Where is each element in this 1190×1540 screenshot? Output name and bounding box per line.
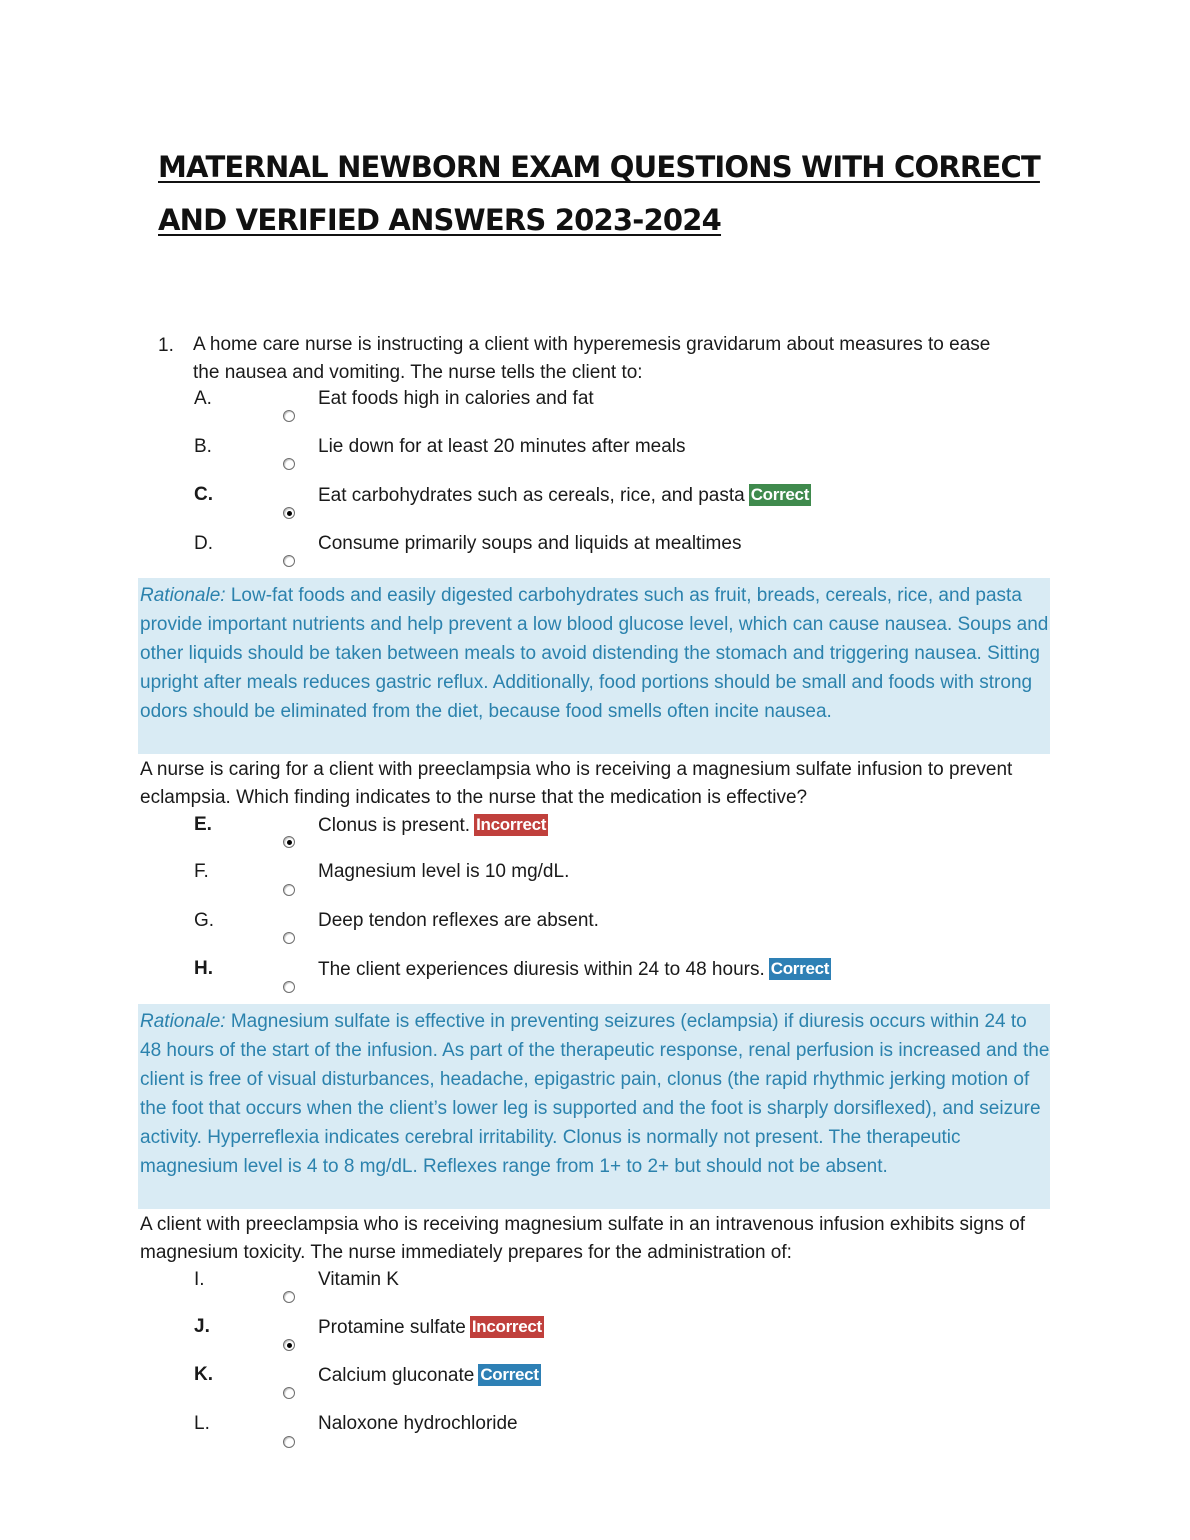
rationale-text: Magnesium sulfate is effective in preventing seizures (eclampsia) if diuresis occurs within 24 to 48 hours of the start of the infusion. As part of the therapeutic response, renal perfusion is increased and the client is free of visual disturbances, headache, epigastric pain, clonus (the rapid rhythmic jerking motion of the foot that occurs when the client’s lower leg is supported and the foot is sharply dorsiflexed), and seizure activity. Hyperreflexia indicates cerebral irritability. Clonus is normally not present. The therapeutic magnesium level is 4 to 8 mg/dL. Reflexes range from 1+ to 2+ but should not be absent. [140,1011,1050,1177]
radio-button[interactable] [283,458,295,470]
option-letter: E. [194,814,212,835]
rationale-label: Rationale: [140,585,226,606]
question-stem: A nurse is caring for a client with preeclampsia who is receiving a magnesium sulfate infusion to prevent eclampsia. Which finding indicates to the nurse that the medication is effective? [140,759,1013,808]
option-label: Eat carbohydrates such as cereals, rice, and pasta [318,485,745,506]
radio-button[interactable] [283,1387,295,1399]
option-letter: J. [194,1316,210,1337]
option-letter: L. [194,1413,210,1434]
option-label: Calcium gluconate [318,1365,475,1386]
option-text [318,958,831,981]
document-title-line-2: AND VERIFIED ANSWERS 2023-2024 [158,203,722,237]
option-letter: C. [194,484,213,505]
correct-badge: Correct [770,959,830,978]
option-label: The client experiences diuresis within 24 to 48 hours. [318,959,765,980]
option-text: Lie down for at least 20 minutes after meals [318,436,686,457]
radio-button-selected[interactable] [283,836,295,848]
option-text: Eat foods high in calories and fat [318,388,594,409]
radio-button-selected[interactable] [283,1339,295,1351]
radio-button[interactable] [283,1291,295,1303]
radio-button[interactable] [283,981,295,993]
radio-button-selected[interactable] [283,507,295,519]
question-number: 1. [158,335,174,356]
option-text: Naloxone hydrochloride [318,1413,518,1434]
option-label: Clonus is present. [318,815,471,836]
option-letter: A. [194,388,212,409]
radio-button[interactable] [283,1436,295,1448]
radio-button[interactable] [283,555,295,567]
radio-button[interactable] [283,932,295,944]
radio-button[interactable] [283,410,295,422]
option-text: Consume primarily soups and liquids at mealtimes [318,533,742,554]
option-letter: G. [194,910,215,931]
option-text: Magnesium level is 10 mg/dL. [318,861,570,882]
rationale-box [138,1004,1050,1209]
radio-button[interactable] [283,884,295,896]
option-letter: D. [194,533,213,554]
option-label: Protamine sulfate [318,1317,466,1338]
option-letter: I. [194,1269,205,1290]
rationale-text: Low-fat foods and easily digested carbohydrates such as fruit, breads, cereals, rice, and pasta provide important nutrients and help prevent a low blood glucose level, which can cause nausea. Soups and other liquids should be taken between meals to avoid distending the stomach and triggering nausea. Sitting upright after meals reduces gastric reflux. Additionally, food portions should be small and foods with strong odors should be eliminated from the diet, because food smells often incite nausea. [140,585,1049,722]
incorrect-badge: Incorrect [476,815,547,834]
option-text [318,1364,541,1387]
option-letter: K. [194,1364,213,1385]
option-letter: B. [194,436,212,457]
option-text [318,1316,544,1339]
rationale-box [138,578,1050,754]
option-letter: H. [194,958,213,979]
incorrect-badge: Incorrect [471,1317,542,1336]
document-title-line-1: MATERNAL NEWBORN EXAM QUESTIONS WITH CORRECT [158,150,1040,184]
option-letter: F. [194,861,209,882]
option-text: Vitamin K [318,1269,399,1290]
question-stem: A client with preeclampsia who is receiving magnesium sulfate in an intravenous infusion exhibits signs of magnesium toxicity. The nurse immediately prepares for the administration of: [140,1214,1026,1263]
question-stem: A home care nurse is instructing a client with hyperemesis gravidarum about measures to ease the nausea and vomiting. The nurse tells the client to: [193,334,991,383]
correct-badge: Correct [750,485,810,504]
rationale-label: Rationale: [140,1011,226,1032]
option-text [318,484,811,507]
option-text [318,814,548,837]
correct-badge: Correct [480,1365,539,1384]
option-text: Deep tendon reflexes are absent. [318,910,599,931]
